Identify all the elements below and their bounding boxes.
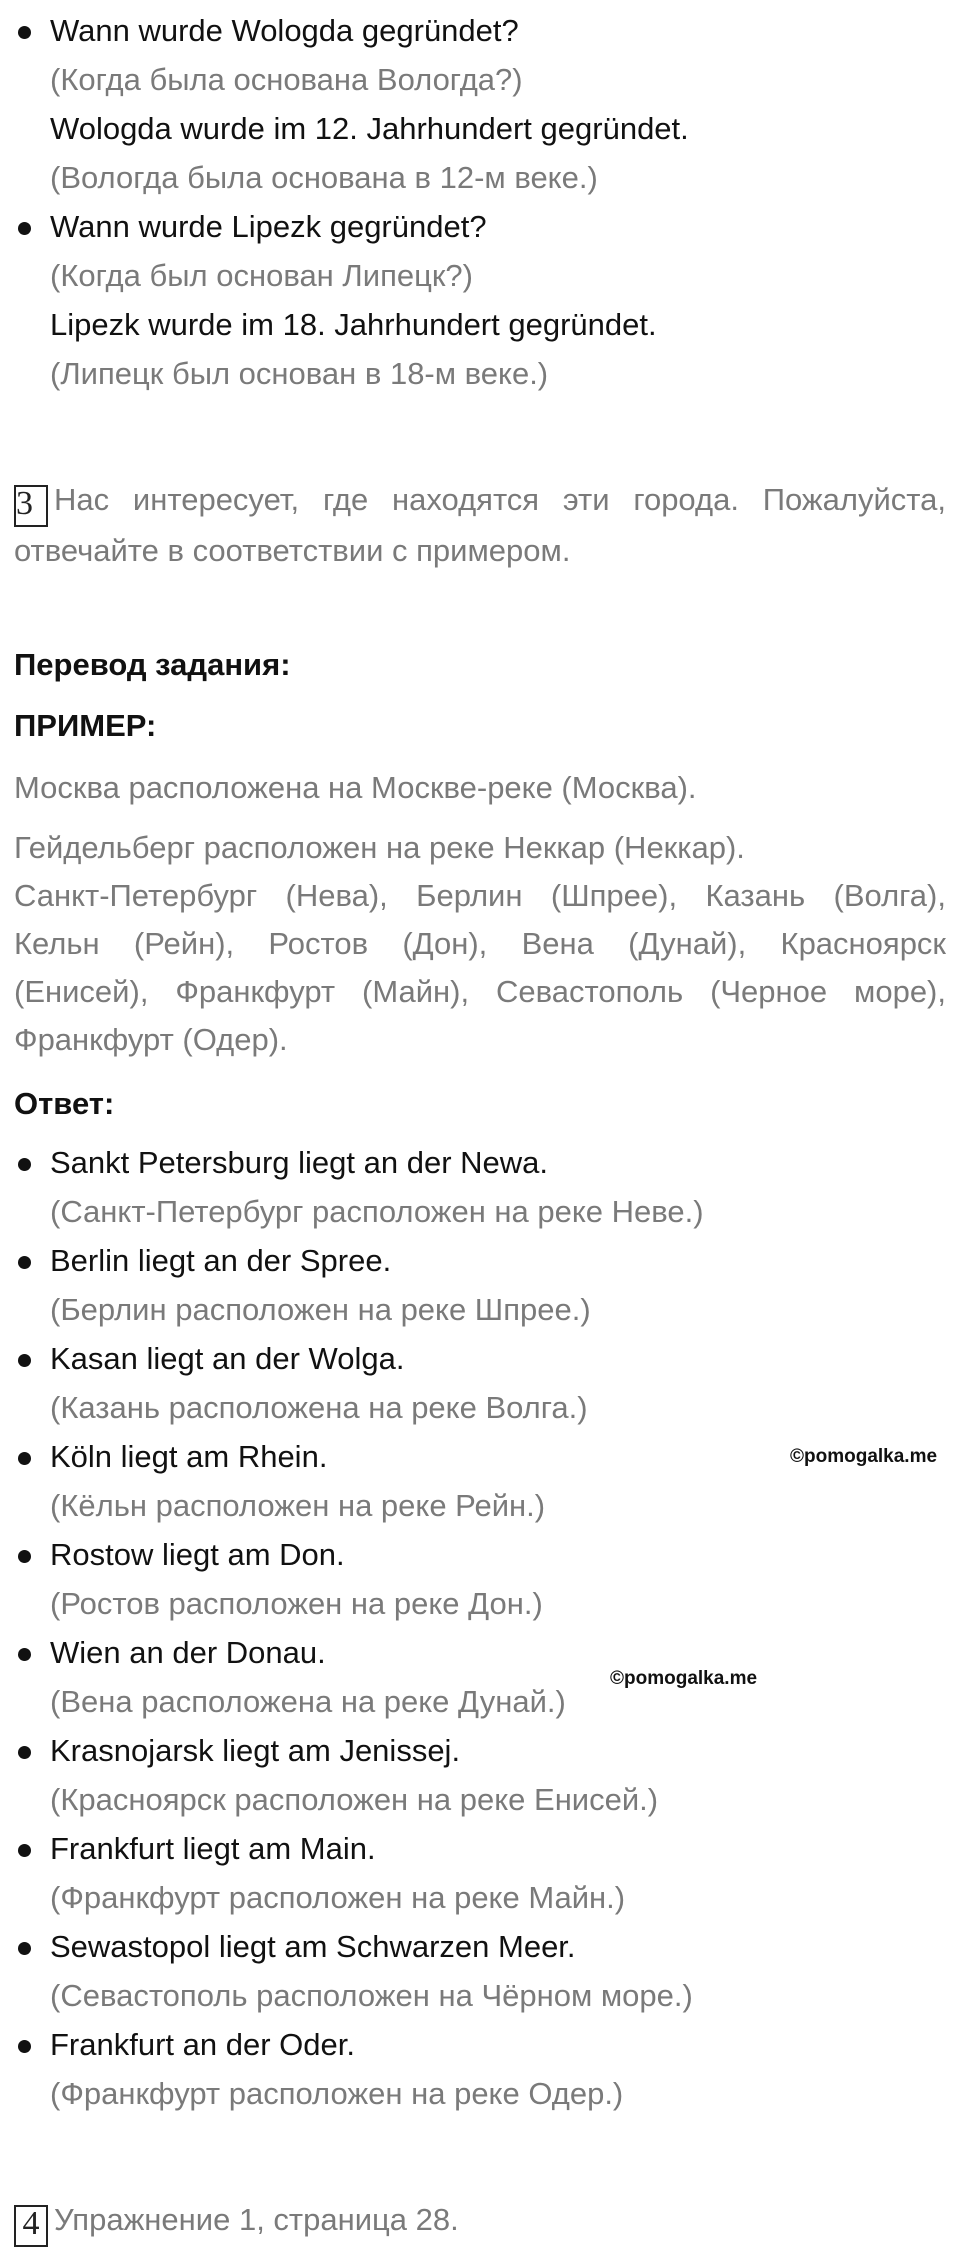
answer-de: Sewastopol liegt am Schwarzen Meer. <box>50 1929 576 1964</box>
task-4 <box>14 2195 946 2247</box>
answer-ru: (Ростов расположен на реке Дон.) <box>50 1586 543 1621</box>
example-line-6: Франкфурт (Одер). <box>14 1022 288 1057</box>
list-item <box>14 1334 946 1432</box>
answer-de: Wologda wurde im 12. Jahrhundert gegründet. <box>50 111 689 146</box>
answer-de: Berlin liegt an der Spree. <box>50 1243 392 1278</box>
question-ru: (Когда был основан Липецк?) <box>50 258 473 293</box>
list-item <box>14 2020 946 2118</box>
list-item <box>14 1628 946 1726</box>
answer-ru: (Кёльн расположен на реке Рейн.) <box>50 1488 546 1523</box>
translation-section <box>14 640 946 689</box>
answer-de: Wien an der Donau. <box>50 1635 326 1670</box>
task-number-box: 3 <box>14 485 48 527</box>
answer-heading: Ответ: <box>14 1086 115 1121</box>
list-item <box>14 1824 946 1922</box>
answer-de: Sankt Petersburg liegt an der Newa. <box>50 1145 548 1180</box>
answer-ru: (Липецк был основан в 18-м веке.) <box>50 356 549 391</box>
answer-de: Frankfurt liegt am Main. <box>50 1831 376 1866</box>
list-item <box>14 1530 946 1628</box>
task-3-line-1 <box>14 476 946 527</box>
answer-ru: (Франкфурт расположен на реке Одер.) <box>50 2076 624 2111</box>
example-line-1: Москва расположена на Москве-реке (Москва). <box>14 770 697 805</box>
example-line-5: (Енисей), Франкфурт (Майн), Севастополь (Черное море), <box>14 974 946 1009</box>
task-4-text: Упражнение 1, страница 28. <box>54 2202 459 2237</box>
answer-ru: (Севастополь расположен на Чёрном море.) <box>50 1978 693 2013</box>
task-number-box: 4 <box>14 2205 48 2247</box>
example-heading: ПРИМЕР: <box>14 708 157 743</box>
answer-ru: (Берлин расположен на реке Шпрее.) <box>50 1292 591 1327</box>
task-3-line-2: отвечайте в соответствии с примером. <box>14 533 571 568</box>
answer-ru: (Санкт-Петербург расположен на реке Неве.) <box>50 1194 704 1229</box>
answer-de: Lipezk wurde im 18. Jahrhundert gegründet. <box>50 307 657 342</box>
answer-ru: (Красноярск расположен на реке Енисей.) <box>50 1782 659 1817</box>
answer-de: Krasnojarsk liegt am Jenissej. <box>50 1733 461 1768</box>
task-4-line <box>14 2195 946 2247</box>
task-3-text-1: Нас интересует, где находятся эти города. Пожалуйста, <box>54 482 946 517</box>
question-de: Wann wurde Lipezk gegründet? <box>50 209 487 244</box>
example-line-3: Санкт-Петербург (Нева), Берлин (Шпрее), Казань (Волга), <box>14 878 946 913</box>
top-qa-list <box>14 6 946 398</box>
example-section <box>14 701 946 750</box>
list-item <box>14 1922 946 2020</box>
list-item <box>14 1726 946 1824</box>
answer-ru: (Вена расположена на реке Дунай.) <box>50 1684 566 1719</box>
list-item <box>14 202 946 398</box>
question-de: Wann wurde Wologda gegründet? <box>50 13 519 48</box>
answer-ru: (Казань расположена на реке Волга.) <box>50 1390 588 1425</box>
task-3 <box>14 476 946 575</box>
example-paragraph <box>14 824 946 1064</box>
list-item <box>14 1138 946 1236</box>
answer-de: Köln liegt am Rhein. <box>50 1439 328 1474</box>
answer-de: Kasan liegt an der Wolga. <box>50 1341 405 1376</box>
watermark: ©pomogalka.me <box>790 1446 938 1467</box>
example-line-4: Кельн (Рейн), Ростов (Дон), Вена (Дунай), Красноярск <box>14 926 946 961</box>
answer-ru: (Вологда была основана в 12-м веке.) <box>50 160 598 195</box>
list-item <box>14 6 946 202</box>
answer-list <box>14 1138 946 2118</box>
example-line-2: Гейдельберг расположен на реке Неккар (Неккар). <box>14 830 745 865</box>
answer-ru: (Франкфурт расположен на реке Майн.) <box>50 1880 626 1915</box>
list-item <box>14 1236 946 1334</box>
example-line-1-block <box>14 763 946 812</box>
answer-section <box>14 1079 946 1128</box>
translation-heading: Перевод задания: <box>14 647 291 682</box>
question-ru: (Когда была основана Вологда?) <box>50 62 523 97</box>
watermark: ©pomogalka.me <box>610 1668 758 1689</box>
answer-de: Frankfurt an der Oder. <box>50 2027 355 2062</box>
answer-de: Rostow liegt am Don. <box>50 1537 345 1572</box>
